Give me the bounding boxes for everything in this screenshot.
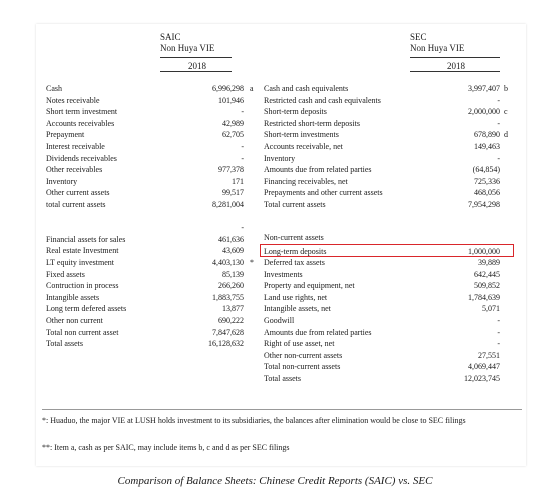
row-value: - (241, 142, 244, 151)
row-value: - (497, 95, 500, 105)
row-value: 6,996,298 (212, 84, 244, 93)
row-value: 85,139 (222, 269, 244, 279)
row-value: 16,128,632 (208, 339, 244, 349)
row-value: 1,000,000 (468, 246, 500, 256)
row-label: Accounts receivables (46, 118, 115, 128)
row-value: 977,378 (218, 165, 244, 175)
row-label: Total assets (46, 339, 83, 349)
left-year-heading: 2018 (188, 61, 206, 71)
row-label: Total current assets (264, 200, 326, 209)
row-label: Right of use asset, net (264, 339, 335, 349)
row-value: - (497, 118, 500, 128)
row-value: 1,883,755 (212, 292, 244, 302)
row-value: 725,336 (474, 176, 500, 186)
row-label: Property and equipment, net (264, 281, 355, 291)
row-value: 7,847,628 (212, 327, 244, 337)
row-mark: d (504, 130, 508, 140)
row-value: 8,281,004 (212, 200, 244, 209)
row-label: Other receivables (46, 165, 103, 175)
row-value: 43,609 (222, 246, 244, 256)
row-label: Cash and cash equivalents (264, 84, 349, 93)
right-year-rule (410, 71, 500, 72)
figure-caption: Comparison of Balance Sheets: Chinese Credit Reports (SAIC) vs. SEC (117, 475, 433, 487)
row-label: Long-term deposits (264, 246, 327, 256)
notes-divider (42, 409, 522, 410)
row-value: 5,071 (482, 304, 500, 314)
left-year-rule (160, 71, 232, 72)
row-value: - (497, 339, 500, 349)
row-label: Amounts due from related parties (264, 327, 372, 337)
row-value: 149,463 (474, 142, 500, 151)
row-value: (64,854) (472, 165, 500, 175)
row-label: Financial assets for sales (46, 234, 126, 244)
right-company-heading: SEC (410, 32, 427, 42)
footnote-vie: *: Huaduo, the major VIE at LUSH holds investment to its subsidiaries, the balances after elimination would be close to SEC filings (42, 416, 466, 425)
row-value: - (497, 153, 500, 163)
row-label: Prepayments and other current assets (264, 188, 383, 198)
left-entity-heading: Non Huya VIE (160, 43, 215, 53)
row-label: Total assets (264, 374, 301, 383)
row-label: Notes receivable (46, 95, 100, 105)
row-label: Intangible assets, net (264, 304, 331, 314)
row-value: - (241, 153, 244, 163)
row-label: Investments (264, 269, 303, 279)
row-label: Inventory (46, 176, 78, 186)
row-value: 62,705 (222, 130, 244, 140)
row-value: - (497, 327, 500, 337)
row-label: Prepayment (46, 130, 85, 140)
row-label: Inventory (264, 153, 296, 163)
noncurrent-assets-heading: Non-current assets (264, 233, 324, 242)
row-mark: a (250, 84, 254, 93)
row-mark: b (504, 84, 508, 93)
row-value: 468,056 (474, 188, 500, 198)
row-label: Total non-current assets (264, 362, 341, 372)
left-header-rule (160, 57, 232, 58)
row-label: Contruction in process (46, 281, 119, 291)
row-mark: * (250, 258, 254, 267)
row-label: Financing receivables, net (264, 176, 348, 186)
row-label: Short term investment (46, 107, 118, 117)
row-value: 12,023,745 (464, 374, 500, 383)
left-blank-value: - (241, 223, 244, 233)
row-label: Land use rights, net (264, 292, 328, 302)
row-value: 171 (232, 176, 244, 186)
row-label: Intangible assets (46, 292, 100, 302)
row-value: 678,890 (474, 130, 500, 140)
row-label: Real estate Investment (46, 246, 119, 256)
row-label: Long term defered assets (46, 304, 127, 314)
row-value: 4,403,130 (212, 258, 244, 267)
row-value: 2,000,000 (468, 107, 500, 117)
balance-sheet-card (36, 24, 526, 466)
right-entity-heading: Non Huya VIE (410, 43, 465, 53)
row-label: LT equity investment (46, 258, 114, 267)
row-value: 13,877 (222, 304, 244, 314)
row-value: 99,517 (222, 188, 244, 198)
row-label: Other non current (46, 316, 103, 325)
row-value: 42,989 (222, 118, 244, 128)
row-value: 690,222 (218, 316, 244, 325)
row-label: Deferred tax assets (264, 258, 325, 267)
row-label: Short-term investments (264, 130, 339, 140)
row-value: - (241, 107, 244, 117)
row-value: 7,954,298 (468, 200, 500, 209)
row-value: 101,946 (218, 95, 244, 105)
row-value: 461,636 (218, 234, 244, 244)
right-year-heading: 2018 (447, 61, 465, 71)
row-label: Interest receivable (46, 142, 105, 151)
row-label: Goodwill (264, 316, 295, 325)
row-label: Restricted short-term deposits (264, 118, 360, 128)
row-label: Dividends receivables (46, 153, 117, 163)
row-value: 1,784,639 (468, 292, 500, 302)
row-label: Cash (46, 84, 62, 93)
footnote-cash: **: Item a, cash as per SAIC, may include items b, c and d as per SEC filings (42, 443, 290, 452)
row-label: Restricted cash and cash equivalents (264, 95, 381, 105)
row-label: Amounts due from related parties (264, 165, 372, 175)
row-value: 27,551 (478, 350, 500, 360)
row-label: Total non current asset (46, 327, 119, 337)
row-value: 4,069,447 (468, 362, 500, 372)
row-value: 509,852 (474, 281, 500, 291)
right-header-rule (410, 57, 500, 58)
row-value: 266,260 (218, 281, 244, 291)
row-value: 642,445 (474, 269, 500, 279)
left-company-heading: SAIC (160, 32, 181, 42)
row-label: Other non-current assets (264, 350, 343, 360)
row-value: - (497, 316, 500, 325)
row-label: Accounts receivable, net (264, 142, 343, 151)
row-label: Fixed assets (46, 269, 85, 279)
row-value: 3,997,407 (468, 84, 500, 93)
row-mark: c (504, 107, 508, 117)
row-label: Short-term deposits (264, 107, 327, 117)
row-label: total current assets (46, 200, 106, 209)
row-label: Other current assets (46, 188, 110, 198)
row-value: 39,889 (478, 258, 500, 267)
